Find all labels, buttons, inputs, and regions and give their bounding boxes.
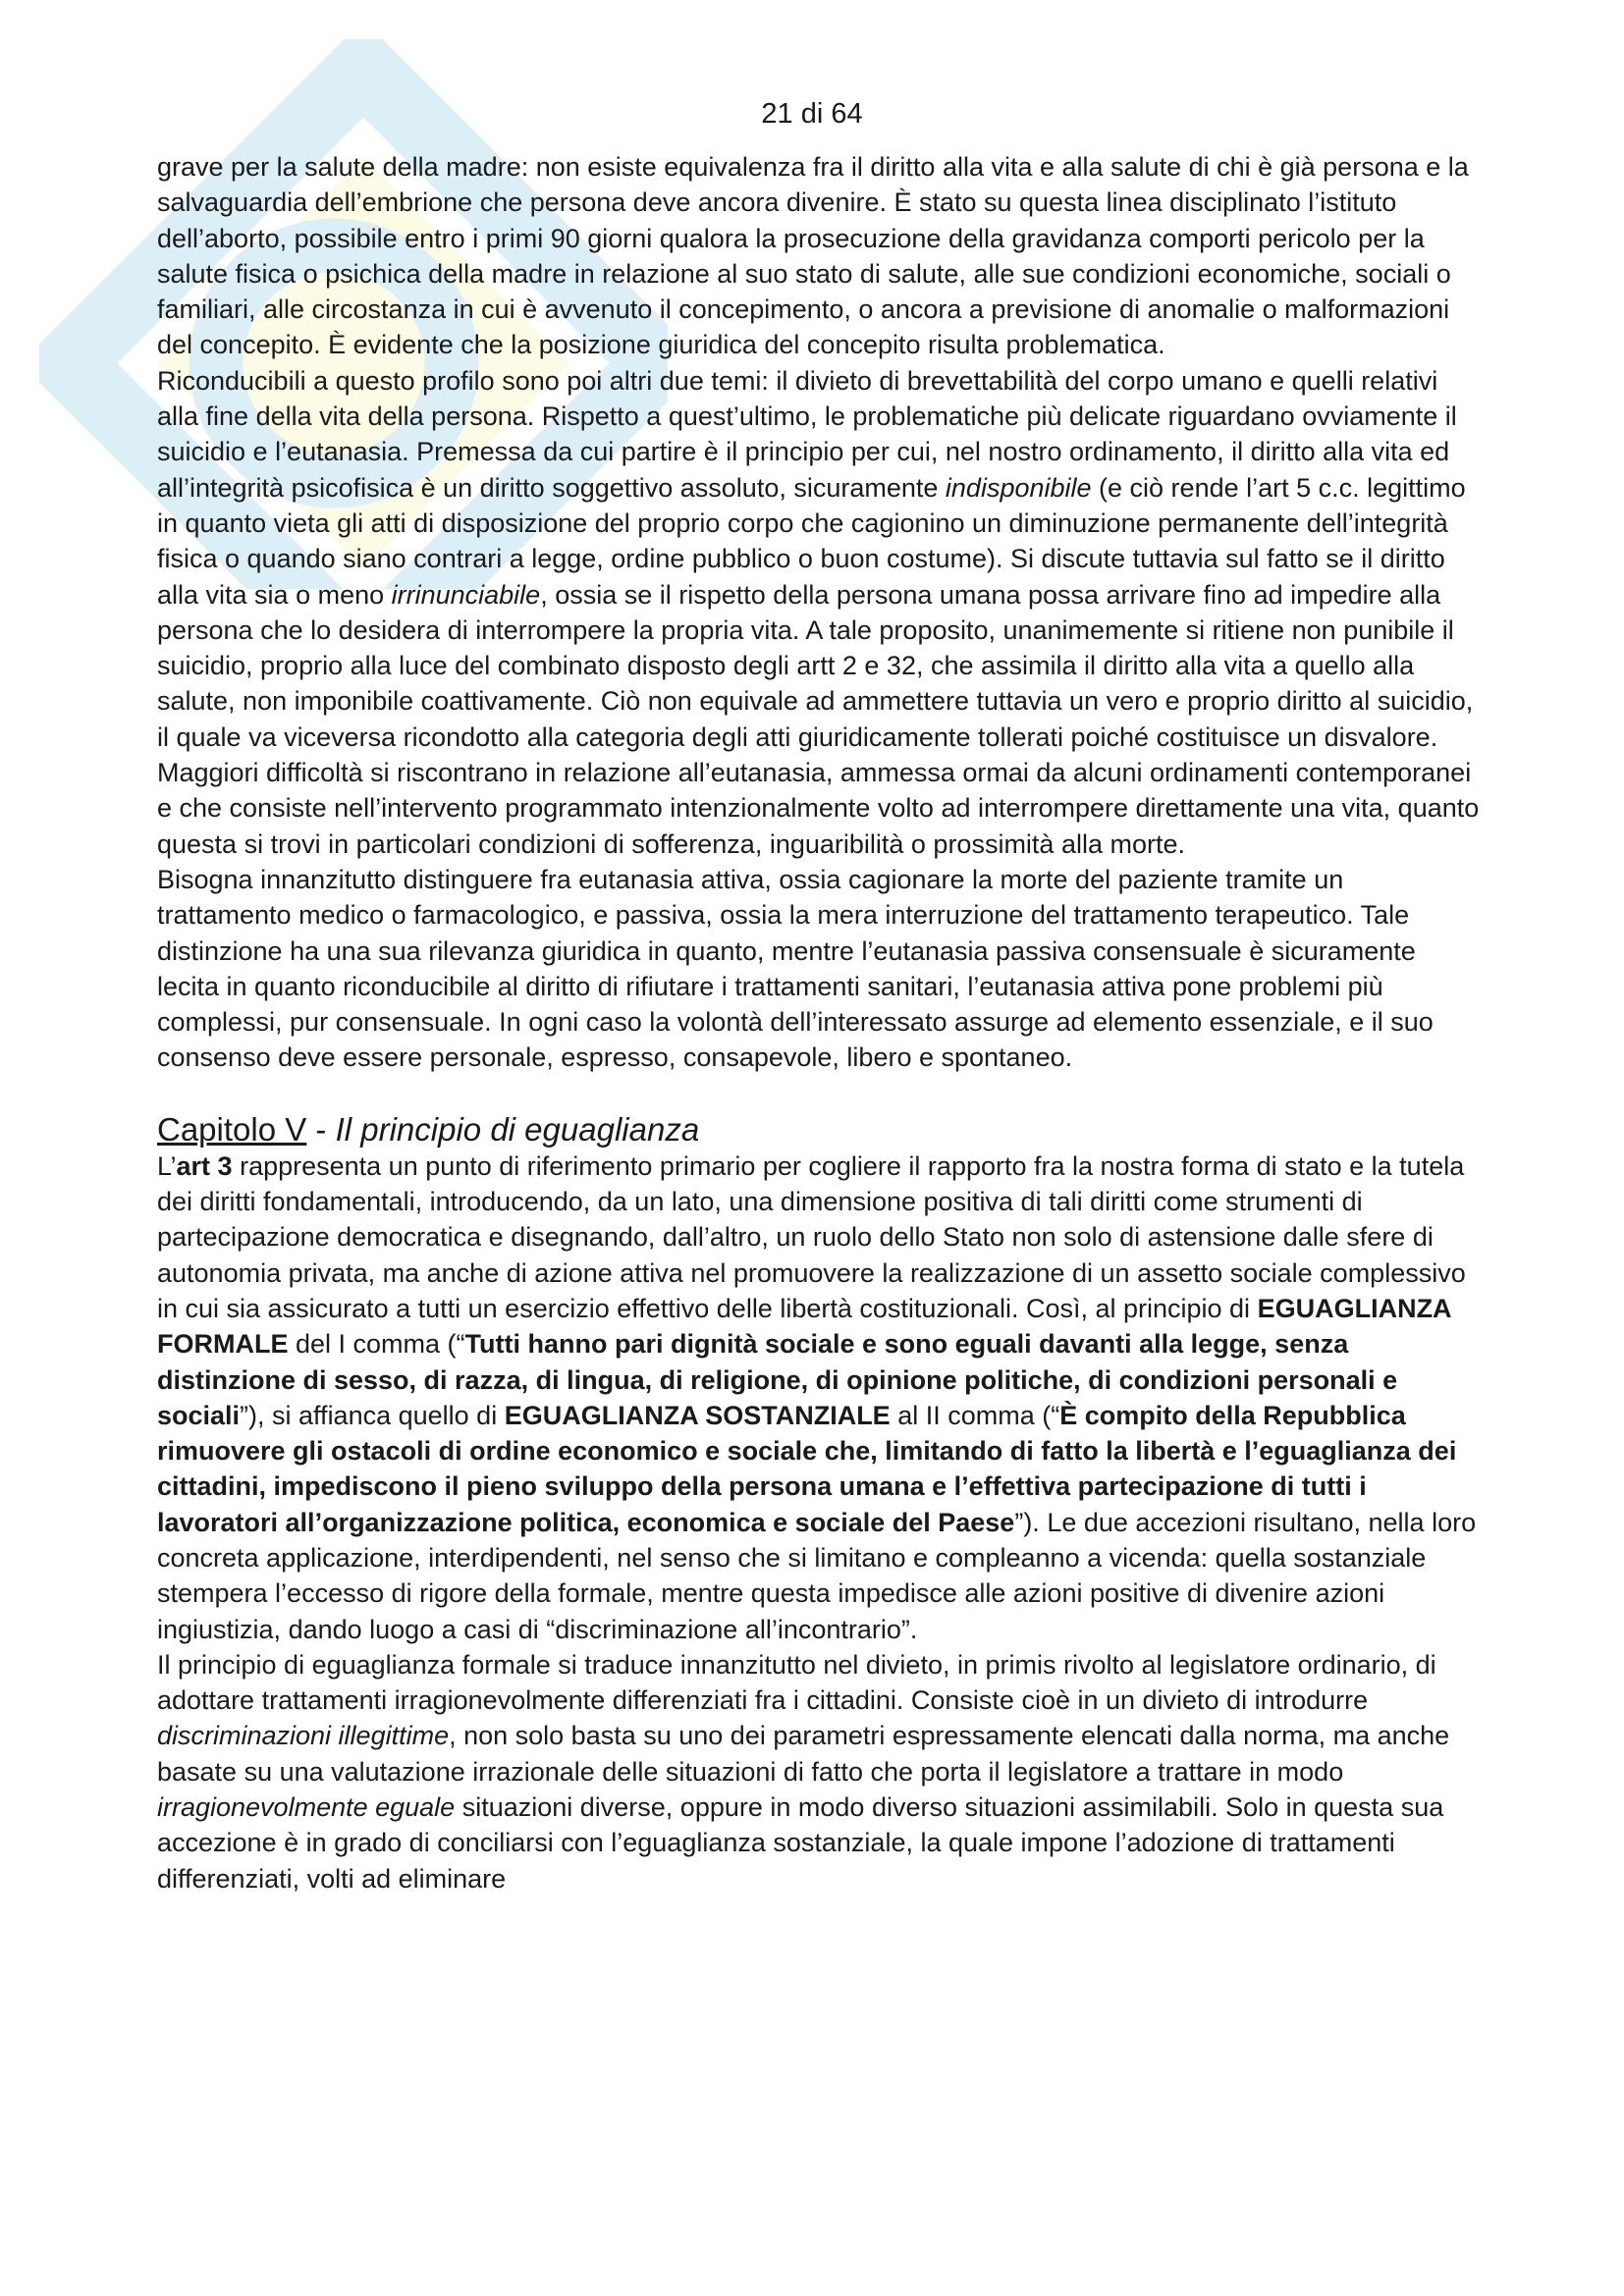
italic-term: irragionevolmente eguale — [157, 1792, 456, 1823]
italic-term: indisponibile — [945, 472, 1092, 503]
text-run: , ossia se il rispetto della persona umana possa arrivare fino ad impedire alla persona che lo desidera di interrompere la propria vita. A tale proposito, unanimemente si ritiene non punibile il suicidio, proprio alla luce del combinato disposto degli artt 2 e 32, che assimila il diritto alla vita a quello alla salute, non imponibile coattivamente. Ciò non equivale ad ammettere tuttavia un vero e proprio diritto al suicidio, il quale va viceversa ricondotto alla categoria degli atti giuridicamente tollerati poiché costituisce un disvalore. Maggiori difficoltà si riscontrano in relazione all’eutanasia, ammessa ormai da alcuni ordinamenti contemporanei e che consiste nell’intervento programmato intenzionalmente volto ad interrompere direttamente una vita, quanto questa si trovi in particolari condizioni di sofferenza, inguaribilità o prossimità alla morte. — [157, 579, 1480, 859]
text-run: L’ — [157, 1150, 177, 1181]
bold-quote: Tutti hanno pari dignità sociale e sono eguali davanti alla legge, senza distinzione di sesso, di razza, di lingua, di religione, di opinione politiche, di condizioni personali e sociali — [157, 1329, 1398, 1430]
chapter-title: Il principio di eguaglianza — [335, 1110, 700, 1148]
text-run: del I comma (“ — [288, 1329, 465, 1360]
text-run: al II comma (“ — [890, 1400, 1060, 1430]
paragraph-art3 — [157, 1148, 1485, 1647]
italic-term: discriminazioni illegittime — [157, 1721, 450, 1751]
paragraph-formal-equality — [157, 1647, 1485, 1896]
text-run: Bisogna innanzitutto distinguere fra eutanasia attiva, ossia cagionare la morte del paziente tramite un trattamento medico o farmacologico, e passiva, ossia la mera interruzione del trattamento terapeutico. Tale distinzione ha una sua rilevanza giuridica in quanto, mentre l’eutanasia passiva consensuale è sicuramente lecita in quanto riconducibile al diritto di rifiutare i trattamenti sanitari, l’eutanasia attiva pone problemi più complessi, pur consensuale. In ogni caso la volontà dell’interessato assurge ad elemento essenziale, e il suo consenso deve essere personale, espresso, consapevole, libero e spontaneo. — [157, 864, 1434, 1073]
paragraph-abortion — [157, 149, 1485, 363]
text-run: Riconducibili a questo profilo sono poi altri due temi: il divieto di brevettabilità del corpo umano e quelli relativi alla fine della vita della persona. Rispetto a quest’ultimo, le problematiche più delicate riguardano ovviamente il suicidio e l’eutanasia. Premessa da cui partire è il principio per cui, nel nostro ordinamento, il diritto alla vita ed all’integrità psicofisica è un diritto soggettivo assoluto, sicuramente — [157, 365, 1457, 503]
italic-term: irrinunciabile — [391, 579, 541, 610]
text-run: Il principio di eguaglianza formale si traduce innanzitutto nel divieto, in primis rivolto al legislatore ordinario, di adottare trattamenti irragionevolmente differenziati fra i cittadini. Consiste cioè in un divieto di introdurre — [157, 1649, 1436, 1716]
text-run: , non solo basta su uno dei parametri espressamente elencati dalla norma, ma anche basate su una valutazione irrazionale delle situazioni di fatto che porta il legislatore a trattare in modo — [157, 1721, 1450, 1787]
text-run: ”). Le due accezioni risultano, nella loro concreta applicazione, interdipendenti, nel senso che si limitano e compleanno a vicenda: quella sostanziale stempera l’eccesso di rigore della formale, mentre questa impedisce alle azioni positive di divenire azioni ingiustizia, dando luogo a casi di “discriminazione all’incontrario”. — [157, 1507, 1477, 1644]
bold-term: art 3 — [176, 1150, 233, 1181]
bold-term: EGUAGLIANZA SOSTANZIALE — [504, 1400, 891, 1430]
heading-separator: - — [306, 1110, 336, 1148]
text-run: grave per la salute della madre: non esiste equivalenza fra il diritto alla vita e alla salute di chi è già persona e la salvaguardia dell’embrione che persona deve ancora divenire. È stato su questa linea disciplinato l’istituto dell’aborto, possibile entro i primi 90 giorni qualora la prosecuzione della gravidanza comporti pericolo per la salute fisica o psichica della madre in relazione al suo stato di salute, alle sue condizioni economiche, sociali o familiari, alle circostanza in cui è avvenuto il concepimento, o ancora a previsione di anomalie o malformazioni del concepito. È evidente che la posizione giuridica del concepito risulta problematica. — [157, 152, 1469, 360]
chapter-heading — [157, 1111, 1485, 1148]
chapter-number: Capitolo V — [157, 1110, 307, 1148]
text-run: situazioni diverse, oppure in modo diverso situazioni assimilabili. Solo in questa sua accezione è in grado di conciliarsi con l’eguaglianza sostanziale, la quale impone l’adozione di trattamenti differenziati, volti ad eliminare — [157, 1792, 1444, 1894]
paragraph-euthanasia — [157, 862, 1485, 1076]
bold-quote: È compito della Repubblica rimuovere gli ostacoli di ordine economico e sociale che, limitando di fatto la libertà e l’eguaglianza dei cittadini, impediscono il pieno sviluppo della persona umana e l’effettiva partecipazione di tutti i lavoratori all’organizzazione politica, economica e sociale del Paese — [157, 1400, 1457, 1537]
page-number: 21 di 64 — [761, 98, 863, 130]
text-run: ”), si affianca quello di — [240, 1400, 505, 1430]
paragraph-end-of-life — [157, 363, 1485, 862]
text-run: (e ciò rende l’art 5 c.c. legittimo in quanto vieta gli atti di disposizione del proprio corpo che cagionino un diminuzione permanente dell’integrità fisica o quando siano contrari a legge, ordine pubblico o buon costume). Si discute tuttavia sul fatto se il diritto alla vita sia o meno — [157, 472, 1466, 610]
text-run: rappresenta un punto di riferimento primario per cogliere il rapporto fra la nostra forma di stato e la tutela dei diritti fondamentali, introducendo, da un lato, una dimensione positiva di tali diritti come strumenti di partecipazione democratica e disegnando, dall’altro, un ruolo dello Stato non solo di astensione dalle sfere di autonomia privata, ma anche di azione attiva nel promuovere la realizzazione di un assetto sociale complessivo in cui sia assicurato a tutti un esercizio effettivo delle libertà costituzionali. Così, al principio di — [157, 1150, 1466, 1323]
document-body — [157, 149, 1485, 1896]
bold-term: EGUAGLIANZA FORMALE — [157, 1293, 1451, 1360]
